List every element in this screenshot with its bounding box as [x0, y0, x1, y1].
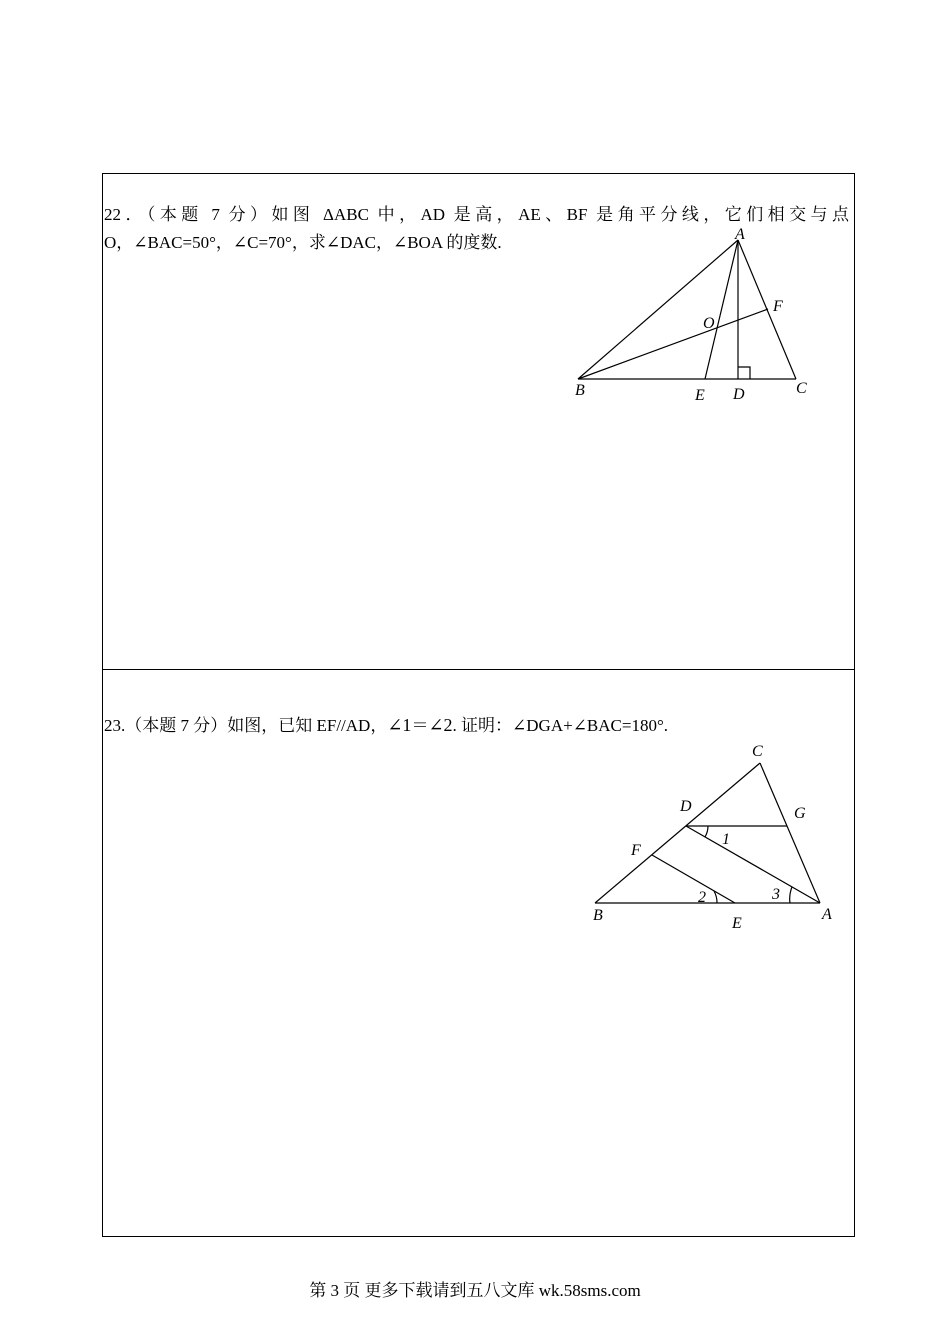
label-o: O: [703, 315, 715, 332]
label-e: E: [732, 915, 742, 932]
problem-23-text-before: 23.（本题 7 分）如图，已知 EF//AD，: [104, 716, 388, 735]
label-a: A: [735, 226, 745, 243]
label-a: A: [822, 906, 832, 923]
segment-ac: [760, 763, 820, 903]
label-d: D: [733, 386, 745, 403]
angle-2-symbol: ∠2: [428, 715, 453, 735]
label-d: D: [680, 798, 692, 815]
triangle-figure-23: [580, 740, 850, 940]
segment-bf: [578, 309, 768, 379]
right-angle-mark: [738, 367, 750, 379]
label-e: E: [695, 387, 705, 404]
label-angle-3: 3: [772, 886, 780, 903]
label-c: C: [752, 743, 763, 760]
angle-1-arc: [705, 826, 708, 837]
problem-23-line-1: [104, 711, 849, 740]
angle-1-symbol: ∠1: [387, 715, 412, 735]
segment-bc: [595, 763, 760, 903]
label-angle-2: 2: [698, 889, 706, 906]
segment-ad: [686, 826, 820, 903]
angle-3-arc: [790, 887, 792, 903]
label-b: B: [575, 382, 585, 399]
label-angle-1: 1: [722, 831, 730, 848]
section-divider: [102, 669, 855, 670]
segment-ef: [652, 855, 735, 903]
problem-22-line-2: O，∠BAC=50°，∠C=70°，求∠DAC，∠BOA 的度数.: [104, 233, 502, 252]
equals-sign: ＝: [411, 716, 429, 735]
segment-ab: [578, 240, 738, 379]
label-g: G: [794, 805, 806, 822]
problem-23-text-after: . 证明：∠DGA+∠BAC=180°.: [452, 716, 669, 735]
segment-ae: [705, 240, 738, 379]
problem-23: [104, 711, 849, 740]
page-footer: 第 3 页 更多下载请到五八文库 wk.58sms.com: [309, 1281, 641, 1300]
label-c: C: [796, 380, 807, 397]
label-f: F: [631, 842, 641, 859]
triangle-figure-22: [560, 220, 820, 410]
label-b: B: [593, 907, 603, 924]
problem-22-line-1: 22．（本题 7 分）如图 ΔABC 中，AD 是高，AE、BF 是角平分线，它们相交与点: [104, 205, 849, 224]
label-f: F: [773, 298, 783, 315]
